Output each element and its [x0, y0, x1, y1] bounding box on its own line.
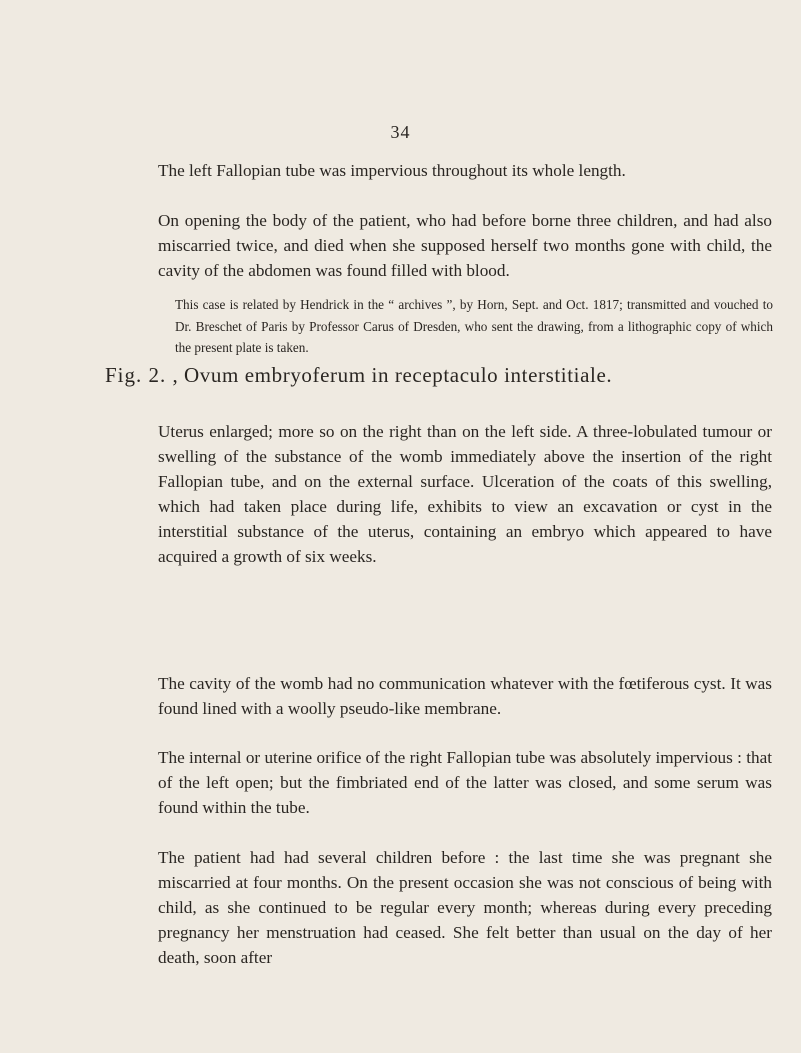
case-source-note: This case is related by Hendrick in the “ archives ”, by Horn, Sept. and Oct. 1817; transmitted and vouched to Dr. Breschet of Paris by Professor Carus of Dresden, who sent the drawing, from a lithographic copy of which the present plate is taken.: [175, 297, 773, 355]
paragraph-womb-cavity: The cavity of the womb had no communication whatever with the fœtiferous cyst. It was found lined with a woolly pseudo-like membrane.: [158, 674, 772, 718]
page-number: 34: [390, 122, 411, 142]
figure-heading: [105, 363, 785, 388]
paragraph-uterus-enlarged: Uterus enlarged; more so on the right than on the left side. A three-lobulated tumour or swelling of the substance of the womb immediately above the insertion of the right Fallopian tube, and on the external surface. Ulceration of the coats of this swelling, which had taken place during life, exhibits to view an excavation or cyst in the interstitial substance of the uterus, containing an embryo which appeared to have acquired a growth of six weeks.: [158, 422, 772, 566]
figure-title: Ovum embryoferum in receptaculo interstitiale.: [184, 363, 613, 387]
paragraph-opening-body: On opening the body of the patient, who had before borne three children, and had also miscarried twice, and died when she supposed herself two months gone with child, the cavity of the abdomen was found filled with blood.: [158, 211, 772, 280]
paragraph-left-tube: The left Fallopian tube was impervious throughout its whole length.: [158, 161, 626, 180]
paragraph-patient-history: The patient had had several children before : the last time she was pregnant she miscarried at four months. On the present occasion she was not conscious of being with child, as she continued to be regular every month; whereas during every preceding pregnancy her menstruation had ceased. She felt better than usual on the day of her death, soon after: [158, 848, 772, 967]
figure-label: Fig. 2. ,: [105, 363, 179, 387]
paragraph-uterine-orifice: The internal or uterine orifice of the right Fallopian tube was absolutely impervious : that of the left open; but the fimbriated end of the latter was closed, and some serum was found within the tube.: [158, 748, 772, 817]
